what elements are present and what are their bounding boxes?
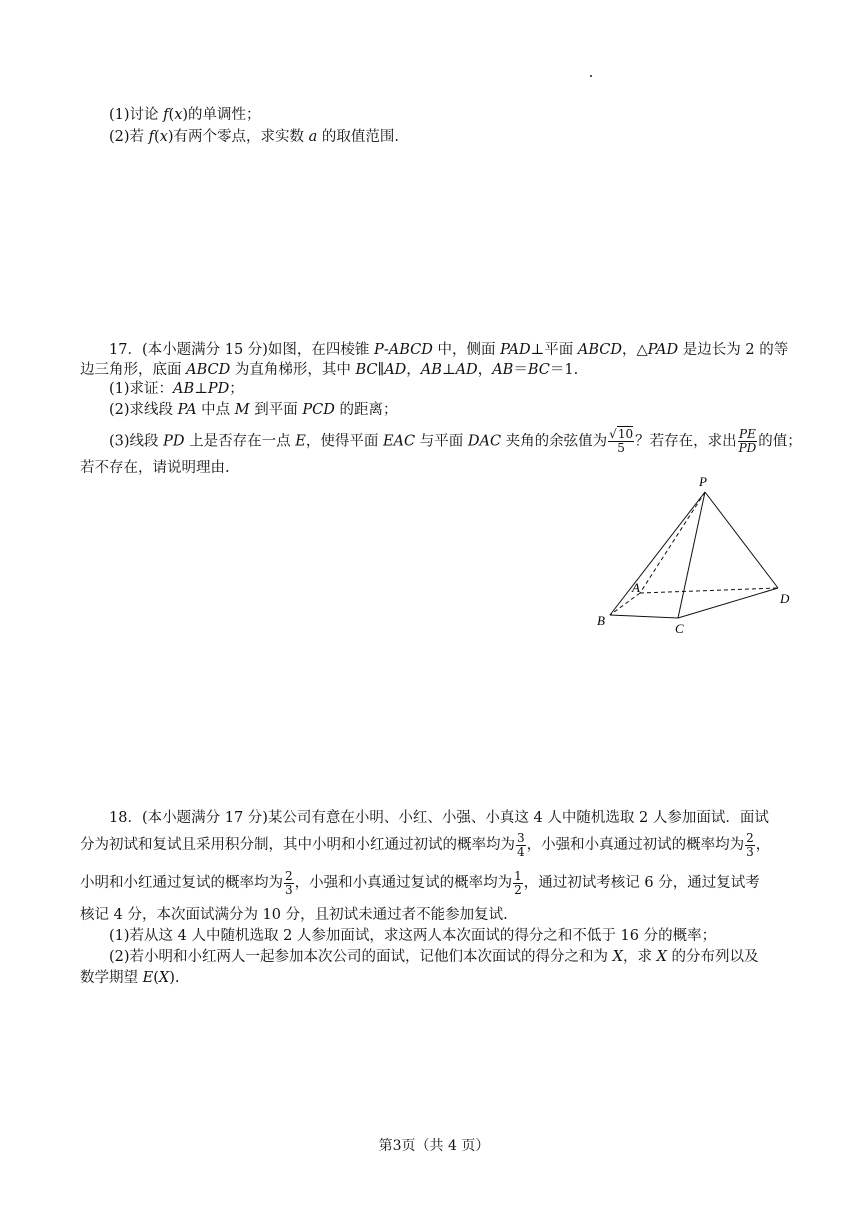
edge-pd <box>705 492 778 588</box>
vertex-label-a: A <box>632 580 640 595</box>
q16-part2: (2)若 f(x)有两个零点，求实数 a 的取值范围. <box>109 129 400 145</box>
vertex-label-p: P <box>699 474 707 489</box>
fraction-2-3-b: $\frac{2}{3}$ <box>285 868 293 897</box>
pyramid-figure <box>590 470 800 640</box>
edge-bc <box>610 615 678 618</box>
q18-line4: 核记 4 分，本次面试满分为 10 分，且初试未通过者不能参加复试. <box>80 907 508 923</box>
q17-part3-line2: 若不存在，请说明理由. <box>80 460 230 476</box>
fraction-3-4: $\frac{3}{4}$ <box>517 830 525 859</box>
q16-part1: (1)讨论 f(x)的单调性； <box>109 107 261 123</box>
q17-stem-line2: 边三角形，底面 ABCD 为直角梯形，其中 BC∥AD，AB⊥AD，AB＝BC＝1. <box>80 362 579 378</box>
fraction-pe-over-pd: $\frac{PE}{PD}$ <box>738 427 757 455</box>
q18-line1: 18．(本小题满分 17 分)某公司有意在小明、小红、小强、小真这 4 人中随机选取 2 人参加面试．面试 <box>109 810 769 826</box>
q17-part2: (2)求线段 PA 中点 M 到平面 PCD 的距离； <box>109 402 398 418</box>
q17-part1: (1)求证：AB⊥PD； <box>109 381 244 397</box>
vertex-label-c: C <box>675 621 684 636</box>
edge-cd <box>678 588 778 618</box>
q18-part2-line2: 数学期望 E(X). <box>80 970 180 986</box>
edge-ad-hidden <box>640 588 778 593</box>
edge-pc <box>678 492 705 618</box>
stray-mark <box>590 75 592 77</box>
fraction-sqrt10-over-5: $\frac{√10}{5}$ <box>609 427 634 455</box>
vertex-label-d: D <box>780 591 790 606</box>
q18-part1: (1)若从这 4 人中随机选取 2 人参加面试，求这两人本次面试的得分之和不低于 16 分的概率； <box>109 928 717 944</box>
edge-pa-hidden <box>640 492 705 593</box>
q18-line2: 分为初试和复试且采用积分制，其中小明和小红通过初试的概率均为 $\frac{3}{4}$ ，小强和小真通过初试的概率均为 $\frac{2}{3}$ ， <box>80 830 771 859</box>
vertex-label-b: B <box>597 613 605 628</box>
q17-stem-line1: 17．(本小题满分 15 分)如图，在四棱锥 P-ABCD 中，侧面 PAD⊥平面 ABCD，△PAD 是边长为 2 的等 <box>109 342 789 358</box>
page-footer: 第3页（共 4 页） <box>378 1138 490 1154</box>
fraction-1-2: $\frac{1}{2}$ <box>514 868 522 897</box>
q18-part2-line1: (2)若小明和小红两人一起参加本次公司的面试，记他们本次面试的得分之和为 X，求 X 的分布列以及 <box>109 949 759 965</box>
edge-pb <box>610 492 705 615</box>
fraction-2-3-a: $\frac{2}{3}$ <box>746 830 754 859</box>
q17-part3: (3)线段 PD 上是否存在一点 E，使得平面 EAC 与平面 DAC 夹角的余弦值为 $\frac{√10}{5}$ ？若存在，求出 $\frac{PE}{PD}$ 的值； <box>109 427 802 455</box>
q18-line3: 小明和小红通过复试的概率均为 $\frac{2}{3}$ ，小强和小真通过复试的概率均为 $\frac{1}{2}$ ，通过初试考核记 6 分，通过复试考 <box>80 868 760 897</box>
